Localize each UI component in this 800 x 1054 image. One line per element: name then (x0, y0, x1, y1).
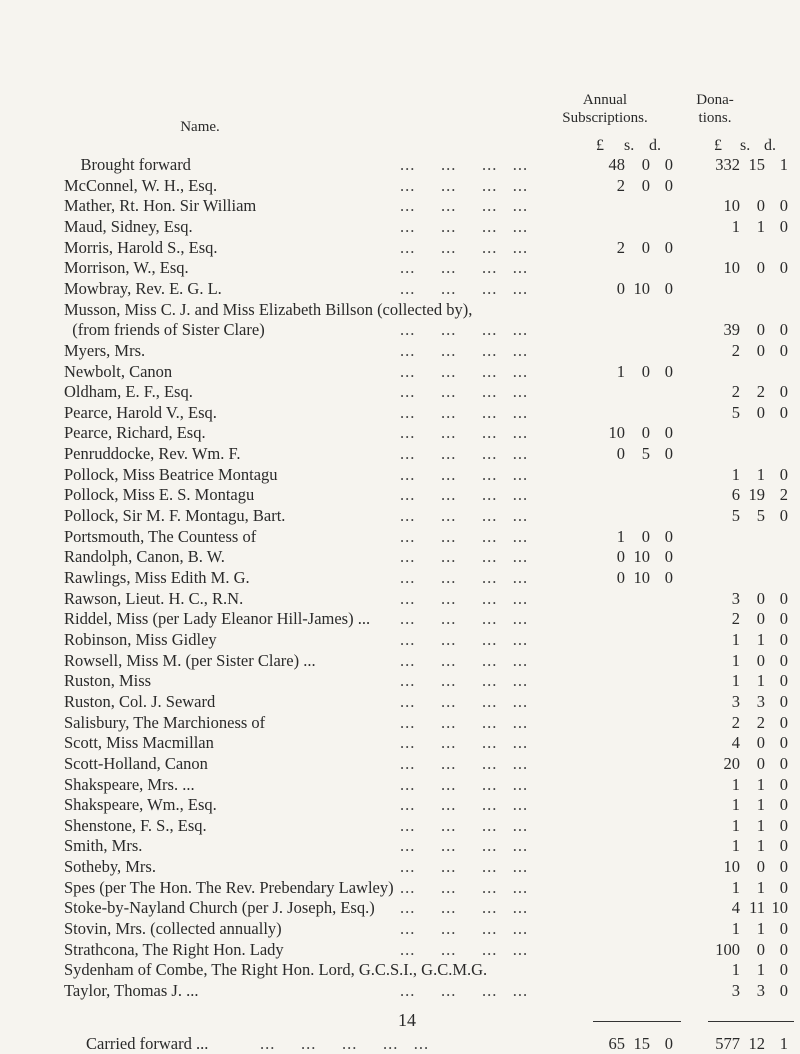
subscription-pounds: 2 (616, 237, 625, 257)
donation-pounds: 2 (731, 712, 740, 732)
donations-header (680, 91, 750, 127)
leader-dots: ... ... ... ... (400, 629, 529, 649)
pence-unit: d. (649, 137, 661, 154)
leader-dots: ... ... ... ... ... (260, 1034, 430, 1053)
leader-dots: ... ... ... ... (400, 919, 529, 939)
subscription-pounds: 0 (616, 568, 625, 587)
donor-name: Mather, Rt. Hon. Sir William (64, 196, 257, 216)
subscription-pounds: 1 (616, 526, 625, 546)
table-row (0, 630, 800, 650)
donation-pence: 1 (779, 1034, 788, 1053)
donation-pence: 0 (779, 877, 788, 897)
leader-dots: ... ... ... ... (400, 733, 529, 753)
subscription-shillings: 10 (633, 278, 650, 298)
donation-shillings: 1 (756, 671, 765, 691)
donation-pounds: 2 (731, 382, 740, 402)
table-row (0, 423, 800, 443)
donor-name: Robinson, Miss Gidley (64, 629, 217, 649)
donor-name: Oldham, E. F., Esq. (64, 382, 193, 402)
table-row (0, 485, 800, 505)
donor-name: Pollock, Sir M. F. Montagu, Bart. (64, 506, 286, 526)
donor-name: Penruddocke, Rev. Wm. F. (64, 444, 241, 464)
table-row (0, 258, 800, 278)
donation-shillings: 1 (756, 836, 765, 856)
donor-name: (from friends of Sister Clare) (64, 320, 265, 340)
donor-name: Portsmouth, The Countess of (64, 526, 257, 546)
donor-name: Sydenham of Combe, The Right Hon. Lord, G.C.S.I., G.C.M.G. (64, 960, 488, 980)
donation-pence: 0 (779, 671, 788, 691)
leader-dots: ... ... ... ... (400, 320, 529, 340)
donation-pence: 0 (779, 919, 788, 939)
donation-shillings: 1 (756, 960, 765, 980)
donation-shillings: 1 (756, 216, 765, 236)
donation-pence: 0 (779, 733, 788, 753)
subscription-pence: 0 (664, 278, 673, 298)
leader-dots: ... ... ... ... (400, 815, 529, 835)
annual-header-line2: Subscriptions. (562, 110, 648, 126)
subscription-pounds: 0 (616, 444, 625, 464)
subscription-pence: 0 (664, 155, 673, 174)
leader-dots: ... ... ... ... (400, 382, 529, 402)
table-row (0, 155, 800, 175)
donation-pence: 0 (779, 795, 788, 815)
table-row (0, 444, 800, 464)
donation-pounds: 1 (731, 836, 740, 856)
donor-name: Smith, Mrs. (64, 836, 143, 856)
subscription-shillings: 0 (641, 361, 650, 381)
donation-pence: 0 (779, 712, 788, 732)
leader-dots: ... ... ... ... (400, 877, 529, 897)
subscription-pounds: 2 (616, 175, 625, 195)
leader-dots: ... ... ... ... (400, 340, 529, 360)
table-row (0, 733, 800, 753)
donation-pence: 0 (779, 981, 788, 1000)
donation-shillings: 0 (756, 753, 765, 773)
donation-shillings: 19 (748, 485, 765, 505)
leader-dots: ... ... ... ... (400, 712, 529, 732)
subscription-pounds: 48 (608, 155, 625, 174)
donation-shillings: 1 (756, 795, 765, 815)
donor-name: Shenstone, F. S., Esq. (64, 815, 207, 835)
leader-dots: ... ... ... ... (400, 671, 529, 691)
donation-pence: 0 (779, 382, 788, 402)
leader-dots: ... ... ... ... (400, 278, 529, 298)
donation-pounds: 10 (723, 196, 740, 216)
subscription-pounds: 10 (608, 423, 625, 443)
donation-pence: 0 (779, 216, 788, 236)
donation-pence: 0 (779, 506, 788, 526)
donor-name: Morrison, W., Esq. (64, 258, 189, 278)
subscription-shillings: 0 (641, 155, 650, 174)
donation-pounds: 10 (723, 258, 740, 278)
table-row (0, 465, 800, 485)
subscription-pence: 0 (664, 175, 673, 195)
leader-dots: ... ... ... ... (400, 361, 529, 381)
table-row (0, 836, 800, 856)
donor-name: Shakspeare, Mrs. ... (64, 774, 195, 794)
subscription-shillings: 10 (633, 568, 650, 587)
leader-dots: ... ... ... ... (400, 691, 529, 711)
donation-shillings: 0 (756, 857, 765, 877)
page-number: 14 (398, 1010, 416, 1030)
donor-name: Pearce, Harold V., Esq. (64, 402, 217, 422)
leader-dots: ... ... ... ... (400, 402, 529, 422)
donation-shillings: 1 (756, 774, 765, 794)
table-row (0, 960, 800, 980)
donation-pence: 0 (779, 588, 788, 608)
donor-name: Randolph, Canon, B. W. (64, 547, 225, 567)
donation-pence: 0 (779, 196, 788, 216)
donation-pounds: 3 (731, 588, 740, 608)
donation-shillings: 1 (756, 919, 765, 939)
pence-unit: d. (764, 137, 776, 154)
donor-name: Rowsell, Miss M. (per Sister Clare) ... (64, 650, 316, 670)
donation-pence: 1 (779, 155, 788, 174)
subscription-shillings: 0 (641, 175, 650, 195)
donation-shillings: 0 (756, 402, 765, 422)
table-row (0, 320, 800, 340)
leader-dots: ... ... ... ... (400, 939, 529, 959)
leader-dots: ... ... ... ... (400, 588, 529, 608)
table-row (0, 898, 800, 918)
table-row (0, 878, 800, 898)
table-row (0, 775, 800, 795)
leader-dots: ... ... ... ... (400, 609, 529, 629)
table-row (0, 403, 800, 423)
donor-name: Pearce, Richard, Esq. (64, 423, 206, 443)
table-row (0, 362, 800, 382)
donation-shillings: 1 (756, 629, 765, 649)
leader-dots: ... ... ... ... (400, 444, 529, 464)
donation-shillings: 3 (756, 691, 765, 711)
donation-pounds: 3 (731, 981, 740, 1000)
subscription-pounds: 65 (608, 1034, 625, 1053)
donor-name: Musson, Miss C. J. and Miss Elizabeth Billson (collected by), (64, 299, 473, 319)
donor-name: McConnel, W. H., Esq. (64, 175, 218, 195)
leader-dots: ... ... ... ... (400, 568, 529, 587)
donor-name: Rawson, Lieut. H. C., R.N. (64, 588, 244, 608)
donation-pence: 0 (779, 320, 788, 340)
leader-dots: ... ... ... ... (400, 898, 529, 918)
donation-pence: 0 (779, 340, 788, 360)
donation-pence: 0 (779, 258, 788, 278)
leader-dots: ... ... ... ... (400, 547, 529, 567)
donor-name: Stovin, Mrs. (collected annually) (64, 919, 282, 939)
donation-pounds: 1 (731, 464, 740, 484)
donation-shillings: 11 (749, 898, 765, 918)
donation-pounds: 20 (723, 753, 740, 773)
donor-name: Rawlings, Miss Edith M. G. (64, 568, 250, 587)
donation-shillings: 0 (756, 588, 765, 608)
donation-pence: 0 (779, 691, 788, 711)
donor-name: Taylor, Thomas J. ... (64, 981, 199, 1000)
donation-pounds: 332 (715, 155, 740, 174)
donations-header-line1: Dona- (696, 92, 734, 108)
subscription-shillings: 15 (633, 1034, 650, 1053)
donor-name: Strathcona, The Right Hon. Lady (64, 939, 284, 959)
subscription-pounds: 0 (616, 547, 625, 567)
donor-name: Riddel, Miss (per Lady Eleanor Hill-James) ... (64, 609, 371, 629)
table-row (0, 279, 800, 299)
donation-shillings: 1 (756, 815, 765, 835)
donation-pence: 0 (779, 857, 788, 877)
leader-dots: ... ... ... ... (400, 981, 529, 1000)
donor-name: Brought forward (64, 155, 191, 174)
table-row (0, 527, 800, 547)
leader-dots: ... ... ... ... (400, 175, 529, 195)
donation-pounds: 1 (731, 919, 740, 939)
subscription-shillings: 0 (641, 237, 650, 257)
subscription-pence: 0 (664, 361, 673, 381)
donor-name: Scott-Holland, Canon (64, 753, 208, 773)
leader-dots: ... ... ... ... (400, 526, 529, 546)
donation-pence: 0 (779, 960, 788, 980)
donation-pence: 2 (779, 485, 788, 505)
donation-shillings: 15 (748, 155, 765, 174)
donation-pence: 0 (779, 774, 788, 794)
leader-dots: ... ... ... ... (400, 423, 529, 443)
subscription-pence: 0 (664, 1034, 673, 1053)
donation-pounds: 3 (731, 691, 740, 711)
leader-dots: ... ... ... ... (400, 795, 529, 815)
subscription-pounds: 0 (616, 278, 625, 298)
pound-unit: £ (596, 137, 604, 154)
subscription-pence: 0 (664, 444, 673, 464)
subscription-pence: 0 (664, 547, 673, 567)
donation-pence: 10 (771, 898, 788, 918)
table-row (0, 671, 800, 691)
donation-pounds: 6 (731, 485, 740, 505)
annual-header-line1: Annual (582, 92, 628, 108)
subscriptions-total-rule (593, 1021, 681, 1022)
subscription-pounds: 1 (616, 361, 625, 381)
donation-pounds: 100 (715, 939, 740, 959)
donor-name: Salisbury, The Marchioness of (64, 712, 266, 732)
subscription-shillings: 0 (641, 526, 650, 546)
donation-pounds: 4 (731, 898, 740, 918)
donation-shillings: 0 (756, 939, 765, 959)
donation-shillings: 2 (756, 712, 765, 732)
donation-pounds: 1 (731, 671, 740, 691)
leader-dots: ... ... ... ... (400, 836, 529, 856)
donation-pounds: 1 (731, 960, 740, 980)
table-row (0, 589, 800, 609)
donor-name: Stoke-by-Nayland Church (per J. Joseph, Esq.) (64, 898, 375, 918)
table-row (0, 300, 800, 320)
table-row (0, 176, 800, 196)
donation-pounds: 2 (731, 609, 740, 629)
donation-shillings: 0 (756, 340, 765, 360)
donation-pence: 0 (779, 753, 788, 773)
leader-dots: ... ... ... ... (400, 753, 529, 773)
donation-pence: 0 (779, 609, 788, 629)
donor-name: Pollock, Miss E. S. Montagu (64, 485, 255, 505)
donation-pence: 0 (779, 402, 788, 422)
carried-forward-row (0, 1034, 800, 1054)
table-row (0, 754, 800, 774)
donation-pounds: 10 (723, 857, 740, 877)
leader-dots: ... ... ... ... (400, 196, 529, 216)
donor-name: Ruston, Miss (64, 671, 152, 691)
donation-pounds: 1 (731, 815, 740, 835)
donation-pounds: 577 (715, 1034, 740, 1053)
donation-pounds: 1 (731, 650, 740, 670)
table-row (0, 341, 800, 361)
donation-pounds: 5 (731, 506, 740, 526)
table-row (0, 816, 800, 836)
table-row (0, 547, 800, 567)
donations-total-rule (708, 1021, 794, 1022)
subscription-pence: 0 (664, 526, 673, 546)
donation-pounds: 1 (731, 795, 740, 815)
name-column-header: Name. (180, 119, 220, 135)
donation-pounds: 1 (731, 216, 740, 236)
donation-shillings: 0 (756, 609, 765, 629)
subscription-shillings: 0 (641, 423, 650, 443)
table-row (0, 609, 800, 629)
table-row (0, 940, 800, 960)
leader-dots: ... ... ... ... (400, 216, 529, 236)
donor-name: Mowbray, Rev. E. G. L. (64, 278, 222, 298)
table-row (0, 919, 800, 939)
donation-pounds: 1 (731, 877, 740, 897)
donation-pence: 0 (779, 939, 788, 959)
leader-dots: ... ... ... ... (400, 258, 529, 278)
table-row (0, 713, 800, 733)
donor-name: Shakspeare, Wm., Esq. (64, 795, 217, 815)
donation-shillings: 5 (756, 506, 765, 526)
donation-pounds: 1 (731, 629, 740, 649)
table-row (0, 568, 800, 588)
donation-pounds: 1 (731, 774, 740, 794)
donation-shillings: 0 (756, 733, 765, 753)
table-row (0, 382, 800, 402)
donation-shillings: 12 (748, 1034, 765, 1053)
donation-pence: 0 (779, 464, 788, 484)
donor-name: Morris, Harold S., Esq. (64, 237, 218, 257)
subscription-shillings: 10 (633, 547, 650, 567)
donation-pounds: 4 (731, 733, 740, 753)
donor-name: Myers, Mrs. (64, 340, 146, 360)
donation-shillings: 0 (756, 650, 765, 670)
annual-subscriptions-header (535, 91, 675, 127)
donation-shillings: 3 (756, 981, 765, 1000)
table-row (0, 795, 800, 815)
shilling-unit: s. (624, 137, 635, 154)
donation-pounds: 5 (731, 402, 740, 422)
donor-name: Newbolt, Canon (64, 361, 173, 381)
donations-header-line2: tions. (698, 110, 732, 126)
donor-name: Scott, Miss Macmillan (64, 733, 214, 753)
donor-name: Sotheby, Mrs. (64, 857, 156, 877)
table-row (0, 857, 800, 877)
subscription-shillings: 5 (641, 444, 650, 464)
carried-forward-label: Carried forward ... (86, 1034, 209, 1053)
leader-dots: ... ... ... ... (400, 857, 529, 877)
subscription-pence: 0 (664, 423, 673, 443)
donation-shillings: 1 (756, 877, 765, 897)
donation-pence: 0 (779, 650, 788, 670)
donation-shillings: 2 (756, 382, 765, 402)
table-row (0, 506, 800, 526)
subscription-pence: 0 (664, 568, 673, 587)
donation-shillings: 0 (756, 258, 765, 278)
donation-pence: 0 (779, 836, 788, 856)
leader-dots: ... ... ... ... (400, 485, 529, 505)
pound-unit: £ (714, 137, 722, 154)
donor-name: Spes (per The Hon. The Rev. Prebendary Lawley) (64, 877, 394, 897)
leader-dots: ... ... ... ... (400, 237, 529, 257)
leader-dots: ... ... ... ... (400, 464, 529, 484)
donation-shillings: 0 (756, 196, 765, 216)
donation-pence: 0 (779, 629, 788, 649)
subscription-pence: 0 (664, 237, 673, 257)
shilling-unit: s. (740, 137, 751, 154)
donor-name: Maud, Sidney, Esq. (64, 216, 193, 236)
leader-dots: ... ... ... ... (400, 506, 529, 526)
table-row (0, 981, 800, 1001)
donation-pounds: 2 (731, 340, 740, 360)
leader-dots: ... ... ... ... (400, 774, 529, 794)
leader-dots: ... ... ... ... (400, 650, 529, 670)
table-row (0, 238, 800, 258)
donation-pence: 0 (779, 815, 788, 835)
table-row (0, 196, 800, 216)
donor-name: Pollock, Miss Beatrice Montagu (64, 464, 278, 484)
donation-shillings: 0 (756, 320, 765, 340)
table-row (0, 651, 800, 671)
donation-shillings: 1 (756, 464, 765, 484)
table-row (0, 692, 800, 712)
leader-dots: ... ... ... ... (400, 155, 529, 174)
table-row (0, 217, 800, 237)
donor-name: Ruston, Col. J. Seward (64, 691, 216, 711)
donation-pounds: 39 (723, 320, 740, 340)
